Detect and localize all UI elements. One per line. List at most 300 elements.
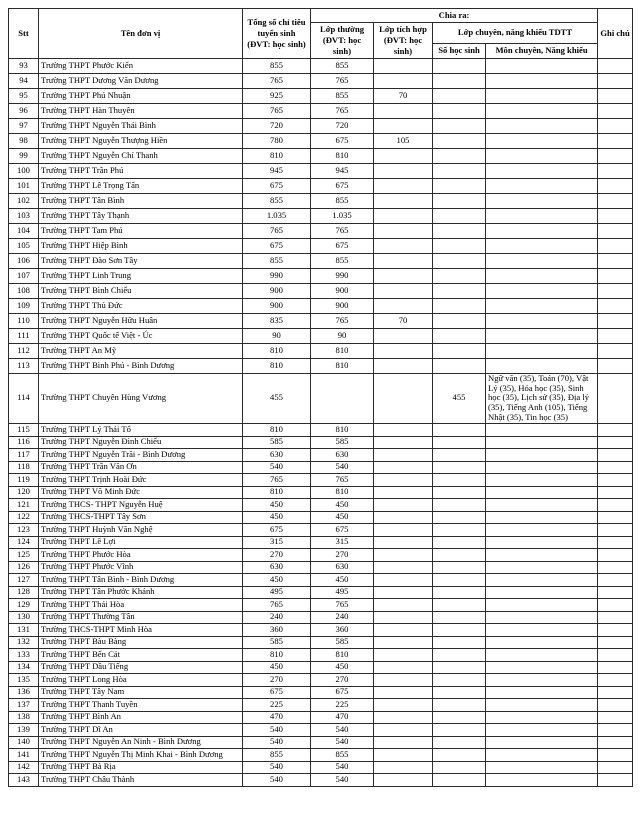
row-note [598,586,633,599]
row-school-name: Trường THPT Võ Minh Đức [39,486,243,499]
row-gifted-count [433,358,486,373]
row-note [598,283,633,298]
table-row [9,611,633,624]
table-row [9,373,633,423]
row-school-name: Trường THPT Hàn Thuyên [39,103,243,118]
row-integrated-class [374,649,433,662]
row-gifted-subjects [486,724,598,737]
row-gifted-subjects [486,649,598,662]
row-gifted-count [433,536,486,549]
row-school-name: Trường THPT Quốc tế Việt - Úc [39,328,243,343]
row-school-name: Trường THCS- THPT Nguyễn Huệ [39,499,243,512]
row-integrated-class [374,624,433,637]
row-gifted-subjects [486,499,598,512]
table-row [9,674,633,687]
row-total-quota: 450 [243,574,311,587]
row-stt: 99 [9,148,39,163]
table-row [9,636,633,649]
row-stt: 134 [9,661,39,674]
row-regular-class: 900 [311,298,374,313]
row-gifted-count [433,736,486,749]
row-integrated-class [374,268,433,283]
row-integrated-class [374,328,433,343]
row-total-quota: 780 [243,133,311,148]
row-school-name: Trường THPT Bình Phú - Bình Dương [39,358,243,373]
row-school-name: Trường THPT Thái Hòa [39,599,243,612]
row-gifted-subjects [486,711,598,724]
row-note [598,649,633,662]
row-total-quota: 855 [243,193,311,208]
row-integrated-class [374,118,433,133]
row-school-name: Trường THPT Trần Phú [39,163,243,178]
row-regular-class: 675 [311,524,374,537]
row-stt: 140 [9,736,39,749]
row-school-name: Trường THPT Phước Hòa [39,549,243,562]
row-stt: 128 [9,586,39,599]
row-regular-class: 585 [311,436,374,449]
header-lop-tich-hop: Lớp tích hợp (ĐVT: học sinh) [374,22,433,58]
row-stt: 133 [9,649,39,662]
row-gifted-subjects [486,238,598,253]
row-stt: 141 [9,749,39,762]
row-gifted-count [433,636,486,649]
row-gifted-subjects [486,163,598,178]
row-total-quota: 765 [243,223,311,238]
table-row [9,58,633,73]
row-stt: 117 [9,449,39,462]
row-note [598,511,633,524]
row-gifted-count [433,549,486,562]
row-stt: 113 [9,358,39,373]
row-gifted-subjects [486,223,598,238]
row-gifted-subjects [486,561,598,574]
row-school-name: Trường THPT Tân Bình - Bình Dương [39,574,243,587]
row-regular-class: 470 [311,711,374,724]
row-regular-class: 495 [311,586,374,599]
table-row [9,424,633,437]
header-stt: Stt [9,9,39,59]
row-gifted-subjects [486,699,598,712]
row-total-quota: 810 [243,148,311,163]
row-school-name: Trường THPT Thường Tân [39,611,243,624]
row-regular-class: 540 [311,774,374,787]
row-stt: 131 [9,624,39,637]
row-total-quota: 585 [243,636,311,649]
row-total-quota: 470 [243,711,311,724]
row-gifted-count [433,73,486,88]
row-school-name: Trường THPT Long Hòa [39,674,243,687]
row-gifted-subjects: Ngữ văn (35), Toán (70), Vật Lý (35), Hóa học (35), Sinh học (35), Lịch sử (35), Địa lý (35), Tiếng Anh (105), Tiếng Nhật (35), Tin học (35) [486,373,598,423]
row-total-quota: 810 [243,649,311,662]
row-gifted-subjects [486,636,598,649]
row-stt: 132 [9,636,39,649]
row-regular-class [311,373,374,423]
row-stt: 127 [9,574,39,587]
table-row [9,499,633,512]
row-stt: 137 [9,699,39,712]
row-stt: 107 [9,268,39,283]
row-stt: 135 [9,674,39,687]
row-total-quota: 540 [243,761,311,774]
row-gifted-subjects [486,736,598,749]
row-integrated-class [374,103,433,118]
row-gifted-count [433,238,486,253]
row-gifted-count [433,133,486,148]
row-school-name: Trường THPT Linh Trung [39,268,243,283]
row-total-quota: 450 [243,499,311,512]
row-school-name: Trường THPT Nguyễn Chí Thanh [39,148,243,163]
table-row [9,574,633,587]
row-stt: 123 [9,524,39,537]
row-school-name: Trường THPT Trần Văn Ơn [39,461,243,474]
table-row [9,208,633,223]
row-note [598,298,633,313]
row-stt: 104 [9,223,39,238]
row-integrated-class [374,686,433,699]
row-integrated-class [374,73,433,88]
table-row [9,436,633,449]
row-gifted-count [433,686,486,699]
row-integrated-class [374,636,433,649]
table-row [9,73,633,88]
row-integrated-class [374,499,433,512]
row-regular-class: 810 [311,649,374,662]
row-integrated-class [374,253,433,268]
table-row [9,561,633,574]
row-note [598,711,633,724]
row-note [598,223,633,238]
row-stt: 111 [9,328,39,343]
table-row [9,724,633,737]
row-school-name: Trường THPT Nguyễn Thượng Hiền [39,133,243,148]
row-total-quota: 835 [243,313,311,328]
row-stt: 93 [9,58,39,73]
table-row [9,163,633,178]
row-stt: 106 [9,253,39,268]
row-total-quota: 540 [243,736,311,749]
table-row [9,313,633,328]
row-note [598,163,633,178]
table-row [9,253,633,268]
row-gifted-subjects [486,118,598,133]
row-gifted-subjects [486,474,598,487]
table-row [9,536,633,549]
row-school-name: Trường THPT Huỳnh Văn Nghệ [39,524,243,537]
row-gifted-count [433,268,486,283]
row-gifted-count [433,193,486,208]
row-integrated-class [374,586,433,599]
row-gifted-count [433,208,486,223]
row-regular-class: 810 [311,343,374,358]
row-school-name: Trường THPT Nguyễn Trãi - Bình Dương [39,449,243,462]
row-note [598,73,633,88]
row-integrated-class [374,298,433,313]
header-ghi-chu: Ghi chú [598,9,633,59]
row-total-quota: 990 [243,268,311,283]
row-school-name: Trường THPT Châu Thành [39,774,243,787]
row-gifted-subjects [486,536,598,549]
table-row [9,193,633,208]
row-gifted-count [433,724,486,737]
table-row [9,88,633,103]
row-stt: 101 [9,178,39,193]
row-regular-class: 765 [311,474,374,487]
row-school-name: Trường THPT Lê Lợi [39,536,243,549]
row-note [598,328,633,343]
row-stt: 97 [9,118,39,133]
row-total-quota: 925 [243,88,311,103]
row-school-name: Trường THPT Bàu Bàng [39,636,243,649]
row-note [598,373,633,423]
row-note [598,749,633,762]
table-row [9,238,633,253]
row-regular-class: 1.035 [311,208,374,223]
row-gifted-subjects [486,103,598,118]
row-regular-class: 810 [311,358,374,373]
row-gifted-count [433,88,486,103]
row-integrated-class [374,661,433,674]
row-gifted-count [433,103,486,118]
row-school-name: Trường THPT Dĩ An [39,724,243,737]
row-regular-class: 945 [311,163,374,178]
row-integrated-class [374,461,433,474]
row-gifted-count [433,343,486,358]
row-integrated-class [374,178,433,193]
row-regular-class: 540 [311,761,374,774]
row-school-name: Trường THPT Nguyễn Đình Chiểu [39,436,243,449]
row-gifted-subjects [486,436,598,449]
row-total-quota: 675 [243,524,311,537]
row-total-quota: 720 [243,118,311,133]
row-total-quota: 240 [243,611,311,624]
row-integrated-class [374,724,433,737]
row-gifted-subjects [486,761,598,774]
row-integrated-class [374,711,433,724]
enrollment-quota-table [8,8,633,787]
row-integrated-class [374,373,433,423]
row-gifted-count [433,163,486,178]
row-integrated-class [374,774,433,787]
row-total-quota: 675 [243,686,311,699]
row-gifted-count [433,313,486,328]
row-school-name: Trường THPT Bà Rịa [39,761,243,774]
row-school-name: Trường THPT Lê Trọng Tấn [39,178,243,193]
row-regular-class: 240 [311,611,374,624]
row-stt: 98 [9,133,39,148]
row-note [598,561,633,574]
table-row [9,736,633,749]
row-gifted-subjects [486,358,598,373]
table-row [9,223,633,238]
row-total-quota: 675 [243,238,311,253]
row-gifted-subjects [486,549,598,562]
row-school-name: Trường THPT Dầu Tiếng [39,661,243,674]
header-tong-so-chi-tieu: Tổng số chỉ tiêu tuyển sinh (ĐVT: học sinh) [243,9,311,59]
row-regular-class: 90 [311,328,374,343]
row-note [598,358,633,373]
row-integrated-class [374,599,433,612]
row-note [598,611,633,624]
row-school-name: Trường THPT Tân Bình [39,193,243,208]
row-integrated-class: 70 [374,313,433,328]
row-note [598,624,633,637]
row-gifted-subjects [486,586,598,599]
row-regular-class: 765 [311,223,374,238]
row-gifted-subjects [486,148,598,163]
row-gifted-subjects [486,461,598,474]
row-regular-class: 630 [311,449,374,462]
row-integrated-class [374,424,433,437]
row-integrated-class [374,223,433,238]
row-stt: 105 [9,238,39,253]
row-regular-class: 450 [311,574,374,587]
row-regular-class: 540 [311,461,374,474]
row-regular-class: 450 [311,661,374,674]
row-total-quota: 810 [243,424,311,437]
row-school-name: Trường THPT Tây Thạnh [39,208,243,223]
row-integrated-class: 70 [374,88,433,103]
row-stt: 110 [9,313,39,328]
row-regular-class: 855 [311,193,374,208]
row-gifted-count [433,328,486,343]
row-gifted-count [433,661,486,674]
row-regular-class: 855 [311,88,374,103]
row-total-quota: 810 [243,358,311,373]
row-total-quota: 270 [243,674,311,687]
row-regular-class: 315 [311,536,374,549]
row-gifted-count [433,599,486,612]
row-regular-class: 225 [311,699,374,712]
row-stt: 115 [9,424,39,437]
table-row [9,711,633,724]
row-gifted-count [433,474,486,487]
row-note [598,674,633,687]
row-integrated-class [374,343,433,358]
row-school-name: Trường THPT Thanh Tuyền [39,699,243,712]
row-total-quota: 765 [243,103,311,118]
row-regular-class: 765 [311,73,374,88]
row-gifted-subjects [486,298,598,313]
row-gifted-subjects [486,749,598,762]
row-note [598,208,633,223]
row-regular-class: 900 [311,283,374,298]
table-row [9,661,633,674]
row-regular-class: 810 [311,424,374,437]
row-gifted-subjects [486,611,598,624]
row-stt: 114 [9,373,39,423]
row-total-quota: 495 [243,586,311,599]
row-note [598,88,633,103]
row-note [598,699,633,712]
row-integrated-class [374,283,433,298]
row-total-quota: 360 [243,624,311,637]
row-gifted-subjects [486,208,598,223]
row-regular-class: 810 [311,148,374,163]
row-gifted-subjects [486,268,598,283]
row-regular-class: 855 [311,253,374,268]
row-note [598,549,633,562]
row-stt: 116 [9,436,39,449]
row-integrated-class [374,736,433,749]
row-integrated-class [374,58,433,73]
row-stt: 118 [9,461,39,474]
table-row [9,118,633,133]
row-note [598,661,633,674]
row-total-quota: 90 [243,328,311,343]
row-total-quota: 455 [243,373,311,423]
row-gifted-count [433,749,486,762]
row-gifted-subjects [486,343,598,358]
row-regular-class: 675 [311,238,374,253]
row-note [598,118,633,133]
row-school-name: Trường THPT Nguyễn Hữu Huân [39,313,243,328]
row-school-name: Trường THPT Phước Kiển [39,58,243,73]
row-integrated-class [374,574,433,587]
row-integrated-class [374,699,433,712]
row-note [598,268,633,283]
row-school-name: Trường THPT Thủ Đức [39,298,243,313]
row-regular-class: 675 [311,133,374,148]
row-gifted-subjects [486,193,598,208]
row-gifted-count [433,511,486,524]
row-total-quota: 900 [243,283,311,298]
row-stt: 112 [9,343,39,358]
table-row [9,298,633,313]
row-integrated-class [374,358,433,373]
row-stt: 124 [9,536,39,549]
table-row [9,624,633,637]
row-gifted-count [433,699,486,712]
row-stt: 125 [9,549,39,562]
row-gifted-count [433,774,486,787]
row-note [598,148,633,163]
row-stt: 120 [9,486,39,499]
row-stt: 138 [9,711,39,724]
row-integrated-class [374,474,433,487]
row-school-name: Trường THPT An Mỹ [39,343,243,358]
row-school-name: Trường THPT Nguyễn Thị Minh Khai - Bình Dương [39,749,243,762]
row-integrated-class [374,524,433,537]
row-integrated-class [374,674,433,687]
row-note [598,238,633,253]
row-gifted-count [433,711,486,724]
row-gifted-count [433,761,486,774]
row-regular-class: 990 [311,268,374,283]
table-row [9,103,633,118]
table-header [9,9,633,59]
row-gifted-subjects [486,424,598,437]
row-school-name: Trường THPT Bình Chiểu [39,283,243,298]
row-stt: 96 [9,103,39,118]
row-gifted-count [433,283,486,298]
row-total-quota: 765 [243,599,311,612]
row-stt: 143 [9,774,39,787]
row-total-quota: 675 [243,178,311,193]
row-gifted-count [433,424,486,437]
row-note [598,736,633,749]
row-gifted-subjects [486,574,598,587]
row-total-quota: 450 [243,511,311,524]
row-gifted-subjects [486,178,598,193]
row-total-quota: 855 [243,58,311,73]
row-stt: 142 [9,761,39,774]
row-total-quota: 765 [243,474,311,487]
header-lop-thuong: Lớp thường (ĐVT: học sinh) [311,22,374,58]
row-total-quota: 630 [243,561,311,574]
row-note [598,761,633,774]
row-regular-class: 630 [311,561,374,574]
row-integrated-class: 105 [374,133,433,148]
